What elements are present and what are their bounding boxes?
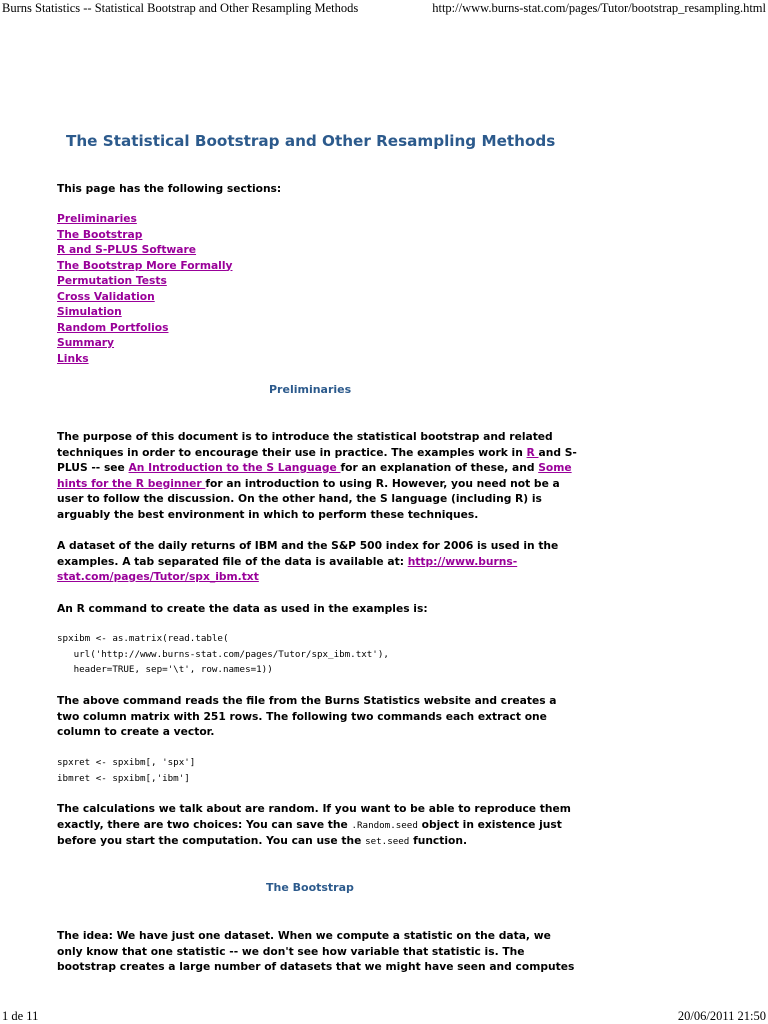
toc-item (57, 320, 232, 336)
toc-item (57, 304, 232, 320)
toc-link-cross-validation[interactable]: Cross Validation (57, 289, 155, 303)
prelim-paragraph-3: An R command to create the data as used in the examples is: (57, 602, 428, 615)
code-set-seed: set.seed (365, 836, 410, 847)
page-title-header: Burns Statistics -- Statistical Bootstrap and Other Resampling Methods (2, 1, 359, 15)
toc-item (57, 227, 232, 243)
toc-item (57, 335, 232, 351)
print-datetime: 20/06/2011 21:50 (677, 1009, 766, 1023)
toc-item (57, 242, 232, 258)
text-span: object in existence just before you start the computation. You can use the (57, 817, 562, 847)
link-intro-s-language[interactable]: An Introduction to the S Language (128, 461, 341, 474)
link-data-file[interactable]: http://www.burns-stat.com/pages/Tutor/spx_ibm.txt (57, 554, 518, 583)
section-heading-preliminaries: Preliminaries (269, 383, 352, 396)
text-span: A dataset of the daily returns of IBM and the S&P 500 index for 2006 is used in the examples. A tab separated file of the data is available at: (57, 539, 559, 568)
toc-link-simulation[interactable]: Simulation (57, 305, 122, 318)
toc-link-random-portfolios[interactable]: Random Portfolios (57, 320, 169, 334)
table-of-contents (57, 211, 232, 366)
toc-link-permutation[interactable]: Permutation Tests (57, 274, 167, 287)
page-counter: 1 de 11 (2, 1009, 39, 1023)
toc-link-links[interactable]: Links (57, 351, 89, 365)
bootstrap-paragraph-1: The idea: We have just one dataset. When we compute a statistic on the data, we only know that one statistic -- we don't see how variable that statistic is. The bootstrap creates a large number of datasets that we might have seen and computes (57, 929, 575, 973)
toc-link-summary[interactable]: Summary (57, 336, 115, 349)
code-random-seed: .Random.seed (351, 819, 418, 831)
toc-item (57, 258, 232, 274)
page-url-header: http://www.burns-stat.com/pages/Tutor/bootstrap_resampling.html (432, 1, 766, 15)
print-header (0, 0, 768, 16)
toc-item (57, 289, 232, 305)
toc-item (57, 211, 232, 227)
prelim-paragraph-5 (57, 801, 577, 850)
code-block-read-data: spxibm <- as.matrix(read.table( url('http://www.burns-stat.com/pages/Tutor/spx_ibm.txt'), header=TRUE, sep='\t', row.names=1)) (57, 633, 389, 675)
text-span: for an introduction to using R. However, you need not be a user to follow the discussion. On the other hand, the S language (including R) is arguably the best environment in which to perform these techniques. (57, 476, 560, 521)
code-block-extract-columns: spxret <- spxibm[, 'spx'] ibmret <- spxibm[,'ibm'] (57, 757, 196, 784)
prelim-paragraph-4: The above command reads the file from the Burns Statistics website and creates a two column matrix with 251 rows. The following two commands each extract one column to create a vector. (57, 694, 557, 738)
toc-link-bootstrap-formally[interactable]: The Bootstrap More Formally (57, 258, 233, 272)
sections-intro: This page has the following sections: (57, 182, 282, 195)
text-span: The purpose of this document is to introduce the statistical bootstrap and related techniques in order to encourage their use in practice. The examples work in (57, 430, 553, 459)
document-title: The Statistical Bootstrap and Other Resampling Methods (66, 132, 556, 150)
text-span: The calculations we talk about are random. If you want to be able to reproduce them exactly, there are two choices: You can save the (57, 802, 571, 831)
toc-link-preliminaries[interactable]: Preliminaries (57, 212, 137, 225)
prelim-paragraph-1 (57, 429, 577, 522)
text-span: function. (409, 834, 468, 847)
toc-link-software[interactable]: R and S-PLUS Software (57, 243, 197, 256)
link-r[interactable]: R (526, 445, 539, 459)
prelim-paragraph-2 (57, 538, 577, 585)
toc-link-bootstrap[interactable]: The Bootstrap (57, 227, 143, 241)
toc-item (57, 351, 232, 367)
toc-item (57, 273, 232, 289)
link-r-beginner-hints[interactable]: Some hints for the R beginner (57, 461, 572, 490)
print-footer (0, 1008, 768, 1024)
text-span: and S-PLUS -- see (57, 445, 577, 474)
section-heading-bootstrap: The Bootstrap (266, 881, 354, 894)
text-span: for an explanation of these, and (340, 461, 539, 474)
